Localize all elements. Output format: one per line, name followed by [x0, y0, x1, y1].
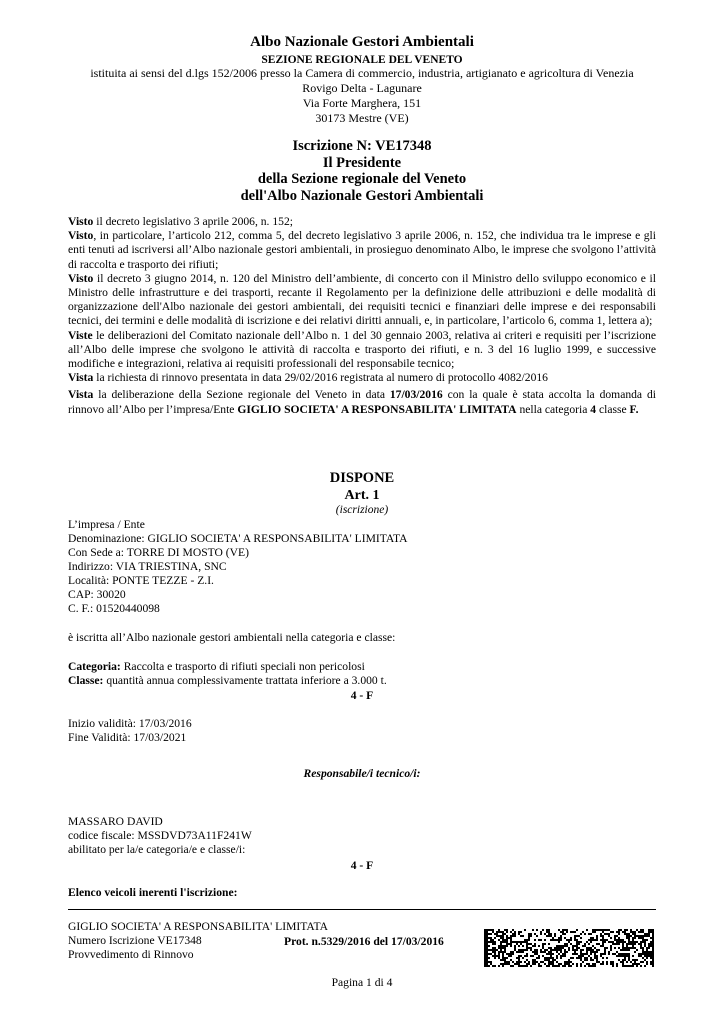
company-postcode: CAP: 30020	[68, 588, 126, 601]
category-line: Categoria: Raccolta e trasporto di rifiuti speciali non pericolosi	[68, 660, 365, 673]
office-street: Via Forte Marghera, 151	[302, 96, 422, 110]
section-subtitle: SEZIONE REGIONALE DEL VENETO	[261, 54, 463, 66]
enrollment-statement: è iscritta all’Albo nazionale gestori ambientali nella categoria e classe:	[68, 631, 396, 644]
class-line: Classe: quantità annua complessivamente trattata inferiore a 3.000 t.	[68, 674, 387, 687]
technical-manager-heading: Responsabile/i tecnico/i:	[303, 767, 421, 780]
visto-paragraph: Visto, in particolare, l’articolo 212, comma 5, del decreto legislativo 3 aprile 2006, n. 152, che individua tra le imprese e gli enti tenuti ad iscriversi all’Albo nazionale gestori ambientali, in prosieguo denominato Albo, le imprese che svolgono l’attività di raccolta e trasporto dei rifiuti;	[68, 229, 656, 271]
registration-heading	[0, 138, 724, 204]
company-name: Denominazione: GIGLIO SOCIETA' A RESPONSABILITA' LIMITATA	[68, 532, 408, 545]
company-seat: Con Sede a: TORRE DI MOSTO (VE)	[68, 546, 249, 559]
company-locality: Località: PONTE TEZZE - Z.I.	[68, 574, 214, 587]
albo-title: Albo Nazionale Gestori Ambientali	[250, 34, 474, 50]
barcode-icon	[484, 929, 654, 967]
viste-paragraph: Viste le deliberazioni del Comitato nazionale dell’Albo n. 1 del 30 gennaio 2003, relativa ai criteri e requisiti per l’iscrizione all’Albo delle imprese che svolgono le attività di raccolta e trasporto dei rifiuti, e n. 3 del 16 luglio 1999, e successive modifiche e integrazioni, relativa ai requisiti professionali del responsabile tecnico;	[68, 328, 656, 371]
office-name: Rovigo Delta - Lagunare	[302, 81, 422, 95]
registration-number: Iscrizione N: VE17348	[292, 138, 432, 154]
footer-protocol: Prot. n.5329/2016 del 17/03/2016	[284, 935, 444, 948]
footer-company: GIGLIO SOCIETA' A RESPONSABILITA' LIMITATA	[68, 920, 329, 933]
regional-section: della Sezione regionale del Veneto	[257, 171, 467, 187]
visto-paragraph: Visto il decreto 3 giugno 2014, n. 120 del Ministro dell’ambiente, di concerto con il Ministro dello sviluppo economico e il Ministro delle infrastrutture e dei trasporti, recante il Regolamento per la definizione delle attribuzioni e delle modalità di organizzazione dell'Albo nazionale dei gestori ambientali, dei requisiti tecnici e finanziari delle imprese e dei responsabili tecnici, dei termini e delle modalità di iscrizione e dei relativi diritti annuali, e, in particolare, l’articolo 6, comma 1, lettera a);	[68, 271, 656, 328]
footer-provvedimento: Provvedimento di Rinnovo	[68, 948, 194, 961]
company-intro: L’impresa / Ente	[68, 518, 145, 531]
dispone-heading: DISPONE	[329, 470, 395, 486]
validity-end: Fine Validità: 17/03/2021	[68, 731, 187, 744]
validity-start: Inizio validità: 17/03/2016	[68, 717, 192, 730]
albo-name: dell'Albo Nazionale Gestori Ambientali	[240, 187, 484, 204]
category-class-code: 4 - F	[350, 689, 374, 702]
article-heading: Art. 1	[344, 488, 380, 503]
visto-section	[68, 215, 656, 417]
vehicles-heading: Elenco veicoli inerenti l'iscrizione:	[68, 886, 238, 899]
company-address: Indirizzo: VIA TRIESTINA, SNC	[68, 560, 227, 573]
president-title: Il Presidente	[322, 154, 402, 171]
page-number: Pagina 1 di 4	[331, 976, 393, 989]
vista-paragraph: Vista la richiesta di rinnovo presentata in data 29/02/2016 registrata al numero di protocollo 4082/2016	[68, 371, 548, 385]
technical-manager-tax-code: codice fiscale: MSSDVD73A11F241W	[68, 829, 252, 842]
technical-manager-name: MASSARO DAVID	[68, 815, 163, 828]
technical-manager-code: 4 - F	[350, 859, 374, 872]
office-city: 30173 Mestre (VE)	[315, 111, 409, 125]
technical-manager-enabled: abilitato per la/e categoria/e e classe/i:	[68, 843, 246, 856]
vista-deliberation-paragraph: Vista la deliberazione della Sezione regionale del Veneto in data 17/03/2016 con la quale è stata accolta la domanda di rinnovo all’Albo per l’impresa/Ente GIGLIO SOCIETA' A RESPONSABILITA' LIMITATA nella categoria 4 classe F.	[68, 388, 656, 416]
article-subtitle: (iscrizione)	[335, 504, 389, 516]
footer-registration-number: Numero Iscrizione VE17348	[68, 934, 202, 947]
footer-divider	[68, 909, 656, 910]
company-tax-code: C. F.: 01520440098	[68, 602, 160, 615]
institution-line: istituita ai sensi del d.lgs 152/2006 presso la Camera di commercio, industria, artigianato e agricoltura di Venezia	[90, 66, 634, 80]
visto-paragraph: Visto il decreto legislativo 3 aprile 2006, n. 152;	[68, 215, 293, 228]
